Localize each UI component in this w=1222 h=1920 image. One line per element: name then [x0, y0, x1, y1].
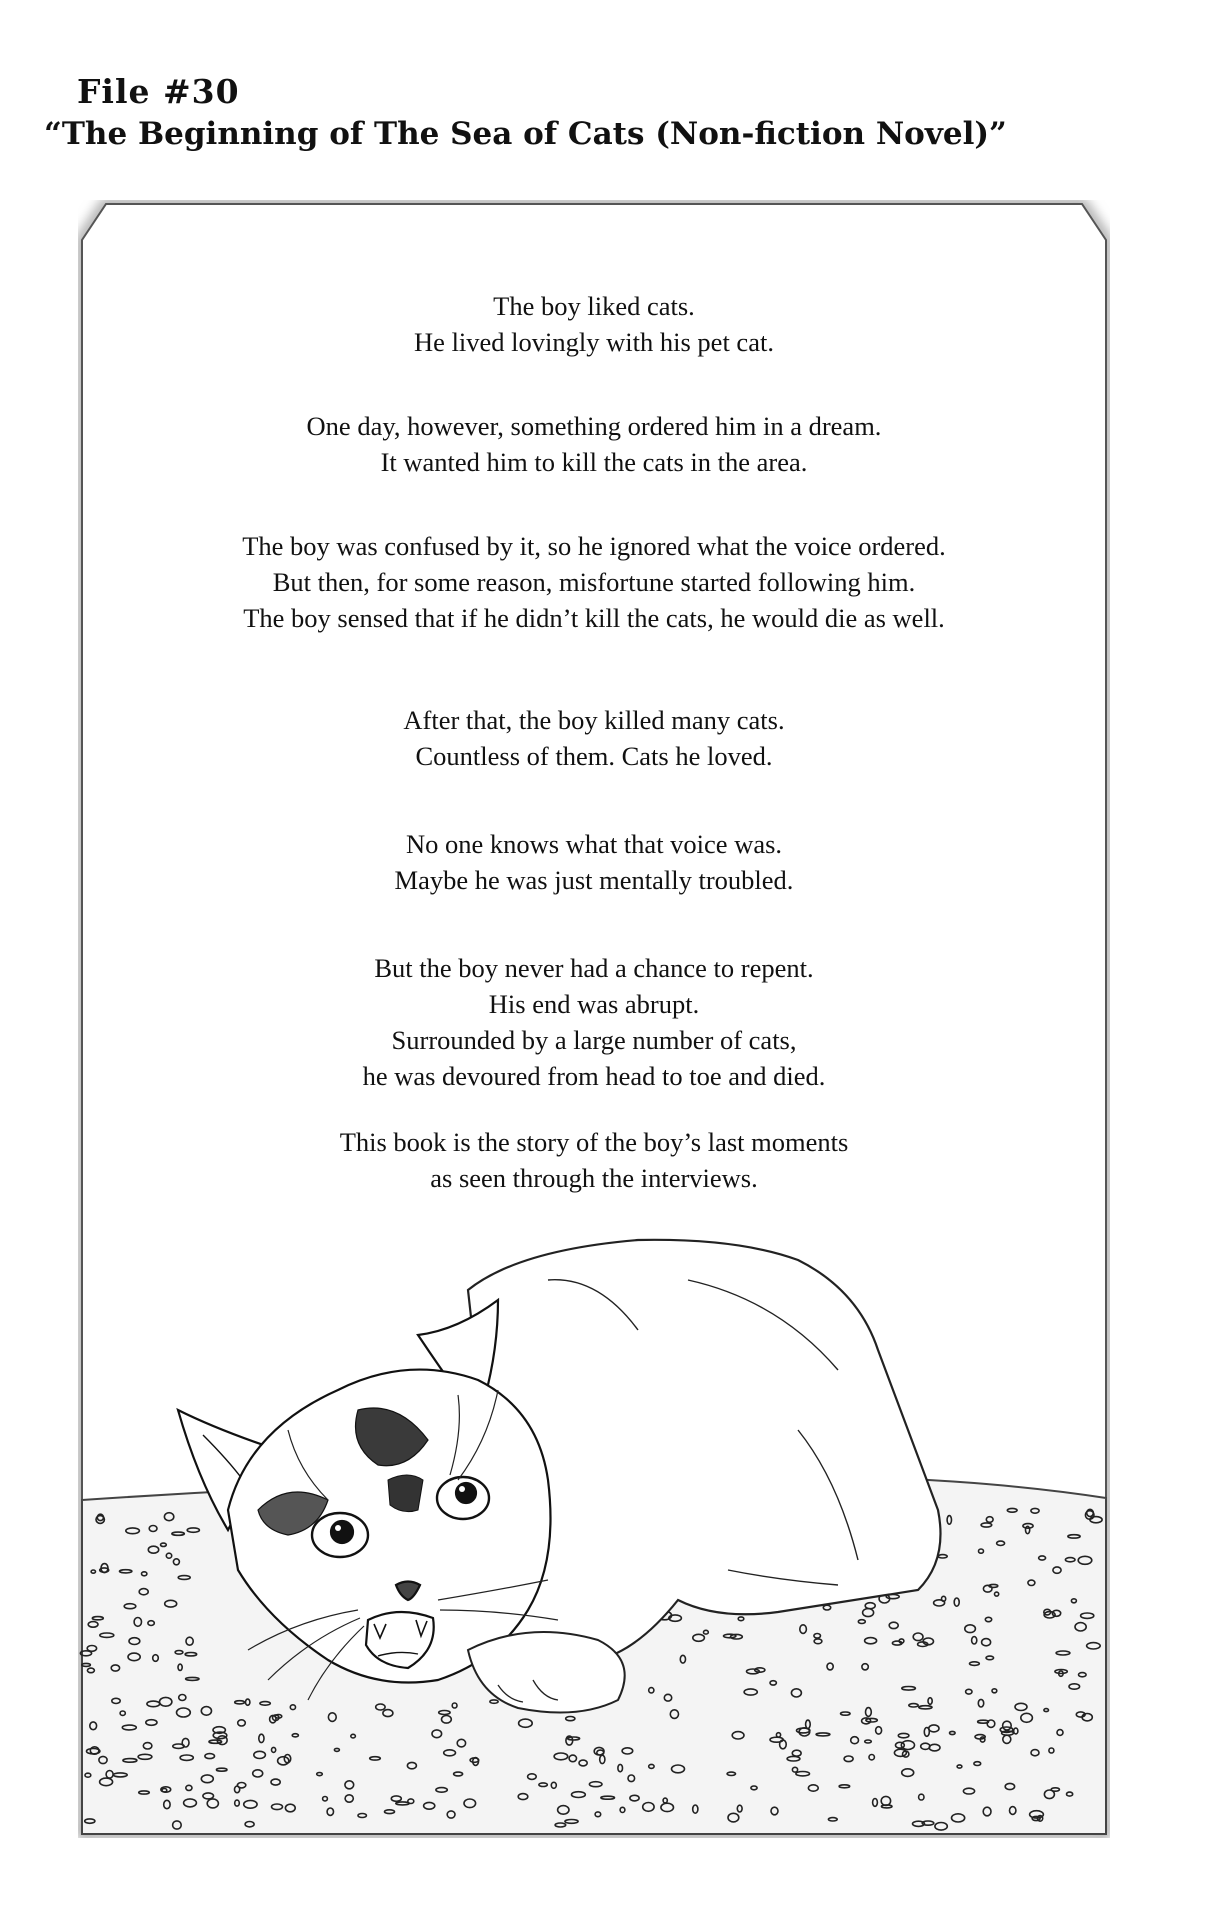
story-paragraph — [78, 826, 1110, 898]
cat-illustration — [78, 1180, 1110, 1838]
story-line: he was devoured from head to toe and died. — [362, 1061, 826, 1091]
chapter-title: “The Beginning of The Sea of Cats (Non-fiction Novel)” — [44, 116, 1007, 152]
story-paragraph — [78, 950, 1110, 1094]
story-line: This book is the story of the boy’s last moments — [339, 1127, 849, 1157]
story-paragraph — [78, 528, 1110, 636]
page-header — [44, 72, 1184, 154]
story-line: Countless of them. Cats he loved. — [415, 741, 773, 771]
file-number: File #30 — [77, 72, 240, 111]
story-line: But then, for some reason, misfortune started following him. — [272, 567, 916, 597]
story-line: His end was abrupt. — [488, 989, 700, 1019]
story-line: Surrounded by a large number of cats, — [391, 1025, 797, 1055]
story-paragraph — [78, 288, 1110, 360]
story-line: But the boy never had a chance to repent. — [374, 953, 814, 983]
story-paragraph — [78, 408, 1110, 480]
story-text — [78, 288, 1110, 1196]
story-panel — [78, 200, 1110, 1838]
story-line: The boy sensed that if he didn’t kill the cats, he would die as well. — [243, 603, 945, 633]
story-line: No one knows what that voice was. — [405, 829, 783, 859]
story-line: as seen through the interviews. — [430, 1163, 758, 1193]
story-line: The boy was confused by it, so he ignored what the voice ordered. — [242, 531, 946, 561]
story-line: Maybe he was just mentally troubled. — [394, 865, 794, 895]
story-line: It wanted him to kill the cats in the area. — [380, 447, 808, 477]
story-paragraph — [78, 702, 1110, 774]
story-line: One day, however, something ordered him in a dream. — [306, 411, 882, 441]
story-line: The boy liked cats. — [493, 291, 695, 321]
story-line: After that, the boy killed many cats. — [403, 705, 785, 735]
story-line: He lived lovingly with his pet cat. — [414, 327, 774, 357]
